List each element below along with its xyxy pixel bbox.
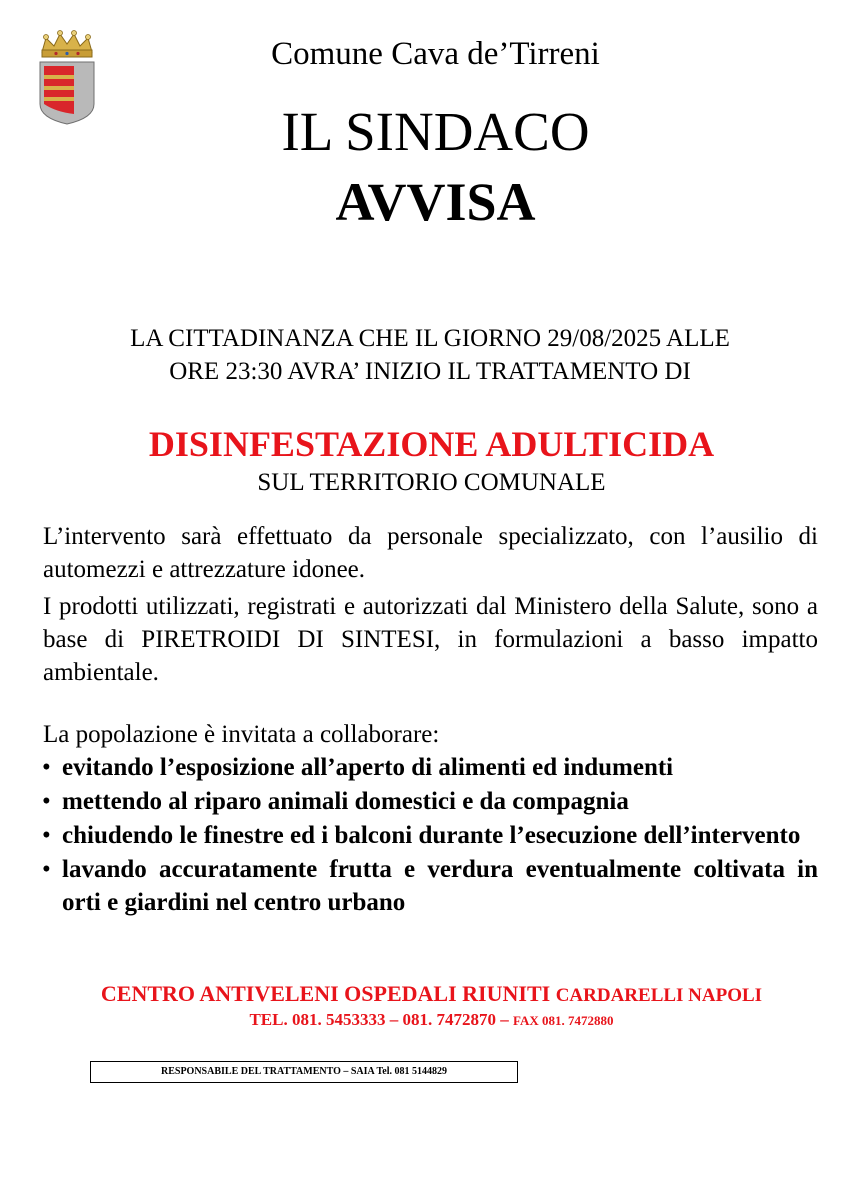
list-item [40, 819, 818, 852]
list-item-text: mettendo al riparo animali domestici e da compagnia [62, 788, 629, 815]
mayor-heading: IL SINDACO [281, 101, 590, 162]
list-item-text: evitando l’esposizione all’aperto di alimenti ed indumenti [62, 754, 674, 781]
responsible-box: RESPONSABILE DEL TRATTAMENTO – SAIA Tel. 081 5144829 [90, 1061, 518, 1083]
poison-center-name [0, 980, 849, 1010]
intro-line-2: ORE 23:30 AVRA’ INIZIO IL TRATTAMENTO DI [169, 358, 691, 385]
notice-heading: AVVISA [335, 172, 536, 232]
poison-center-main: CENTRO ANTIVELENI OSPEDALI RIUNITI [100, 981, 551, 1006]
poison-center-phones [0, 1008, 849, 1033]
list-item-text: chiudendo le finestre ed i balconi durante l’esecuzione dell’intervento [62, 822, 801, 849]
intro-line-1: LA CITTADINANZA CHE IL GIORNO 29/08/2025 ALLE [130, 325, 730, 352]
recommendations-list [40, 751, 818, 920]
bullet-icon: • [42, 754, 51, 781]
fax-number: FAX 081. 7472880 [513, 1013, 614, 1028]
list-item [40, 785, 818, 818]
list-item [40, 751, 818, 784]
list-item-text: lavando accuratamente frutta e verdura eventualmente coltivata in orti e giardini nel centro urbano [62, 856, 818, 916]
poison-center-rest: CARDARELLI NAPOLI [555, 985, 763, 1006]
bullet-icon: • [42, 822, 51, 849]
paragraph-collaborate: La popolazione è invitata a collaborare: [43, 721, 440, 748]
bullet-icon: • [42, 856, 51, 883]
list-item [40, 853, 818, 919]
treatment-title: DISINFESTAZIONE ADULTICIDA [148, 424, 715, 464]
phone-numbers: TEL. 081. 5453333 – 081. 7472870 – [249, 1010, 509, 1029]
paragraph-intervention: L’intervento sarà effettuato da personale specializzato, con l’ausilio di automezzi e attrezzature idonee. [43, 523, 818, 583]
paragraph-products: I prodotti utilizzati, registrati e autorizzati dal Ministero della Salute, sono a base di PIRETROIDI DI SINTESI, in formulazioni a basso impatto ambientale. [43, 593, 818, 686]
bullet-icon: • [42, 788, 51, 815]
municipality-name: Comune Cava de’Tirreni [271, 36, 600, 72]
intro-text [40, 322, 820, 388]
treatment-subtitle: SUL TERRITORIO COMUNALE [257, 469, 606, 496]
